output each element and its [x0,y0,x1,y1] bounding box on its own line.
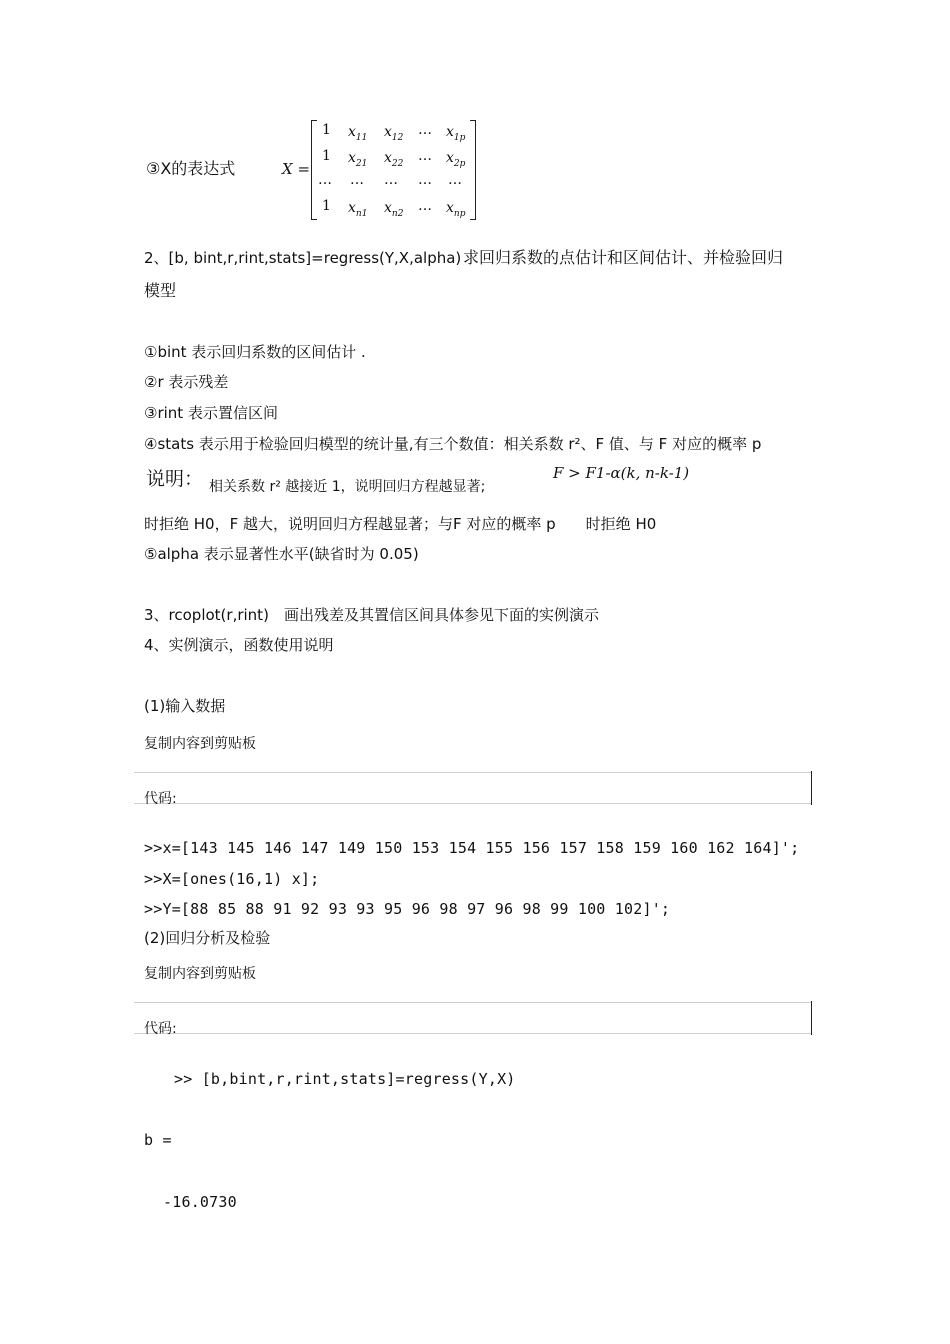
matrix-cell: … [418,198,432,214]
step1-copy-link[interactable]: 复制内容到剪贴板 [144,736,256,752]
code-line: >>X=[ones(16,1) x]; [144,870,320,888]
step2-code-header [134,1002,812,1037]
matrix-cell: … [350,172,364,188]
matrix-right-bracket [470,120,476,220]
design-matrix [278,118,478,222]
matrix-cell: 1 [322,198,331,214]
matrix-cell: $x_{n2}$ [384,200,404,219]
matrix-cell: … [418,148,432,164]
code-box-right-border [811,771,812,805]
matrix-cell: $x_{11}$ [348,124,368,143]
regress-command: >> [b,bint,r,rint,stats]=regress(Y,X) [174,1070,516,1088]
matrix-cell: $x_{21}$ [348,150,368,169]
matrix-cell: … [384,172,398,188]
matrix-cell: … [448,172,462,188]
note-line2: 时拒绝 H0，F 越大，说明回归方程越显著；与F 对应的概率 p 时拒绝 H0 [144,515,657,533]
bullet-r: ②r 表示残差 [144,373,229,391]
step2-code-label: 代码: [144,1021,177,1037]
matrix-lhs: X = [282,160,311,178]
code-line: >>Y=[88 85 88 91 92 93 93 95 96 98 97 96 98 99 100 102]'; [144,900,671,918]
x-expression-label: ③X的表达式 [146,159,236,178]
step1-code-label: 代码: [144,791,177,807]
output-var: b = [144,1131,172,1149]
matrix-cell: $x_{n1}$ [348,200,368,219]
matrix-cell: $x_{2p}$ [446,150,466,169]
matrix-cell: … [418,122,432,138]
matrix-cell: 1 [322,122,331,138]
bullet-bint: ①bint 表示回归系数的区间估计 . [144,343,366,361]
output-value: -16.0730 [163,1193,237,1211]
item2-heading: 2、[b, bint,r,rint,stats]=regress(Y,X,alpha) [144,249,462,267]
item2-desc-cont: 模型 [144,281,177,300]
item3-desc: 画出残差及其置信区间具体参见下面的实例演示 [284,606,600,624]
matrix-cell: $x_{12}$ [384,124,404,143]
item2-desc: 求回归系数的点估计和区间估计、并检验回归 [463,248,784,267]
item4-heading: 4、实例演示，函数使用说明 [144,636,334,654]
code-box-right-border [811,1001,812,1035]
matrix-cell: 1 [322,148,331,164]
note-label: 说明： [146,468,204,490]
bullet-alpha: ⑤alpha 表示显著性水平(缺省时为 0.05) [144,545,419,563]
code-line: >>x=[143 145 146 147 149 150 153 154 155 156 157 158 159 160 162 164]'; [144,839,800,857]
matrix-left-bracket [311,120,317,220]
matrix-cell: … [418,172,432,188]
f-test-formula: F > F1-α(k, n-k-1) [553,464,690,482]
matrix-cell: $x_{1p}$ [446,124,466,143]
matrix-cell: $x_{np}$ [446,200,466,219]
step1-title: (1)输入数据 [144,697,226,715]
matrix-cell: … [318,172,332,188]
bullet-rint: ③rint 表示置信区间 [144,404,278,422]
note-text: 相关系数 r² 越接近 1，说明回归方程越显著; [209,479,486,495]
step1-code-header [134,772,812,807]
matrix-cell: $x_{22}$ [384,150,404,169]
step2-title: (2)回归分析及检验 [144,929,271,947]
step2-copy-link[interactable]: 复制内容到剪贴板 [144,966,256,982]
item3-heading: 3、rcoplot(r,rint) [144,606,269,624]
bullet-stats: ④stats 表示用于检验回归模型的统计量,有三个数值：相关系数 r²、F 值、与 F 对应的概率 p [144,435,762,453]
